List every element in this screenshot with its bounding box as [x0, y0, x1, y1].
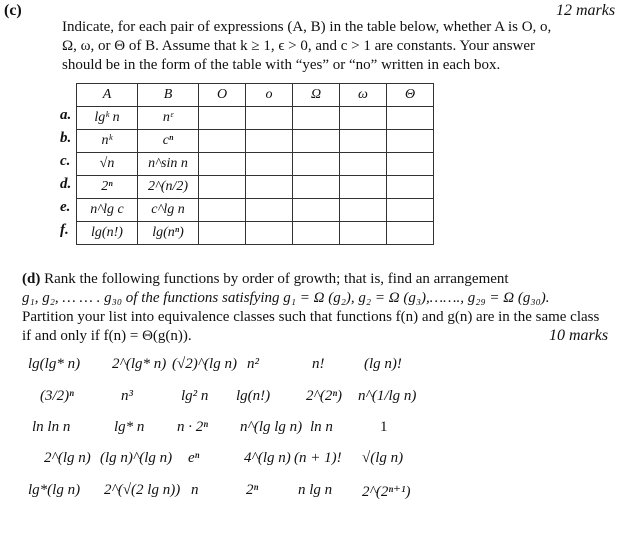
answer-box[interactable]	[293, 130, 340, 153]
answer-box[interactable]	[199, 199, 246, 222]
header-little-omega: ω	[340, 84, 387, 107]
part-c-instruction-3: should be in the form of the table with “yes” or “no” written in each box.	[62, 57, 501, 73]
function-item: (lg n)^(lg n)	[100, 450, 173, 466]
function-item: 2^(lg* n)	[112, 356, 167, 372]
answer-box[interactable]	[246, 107, 293, 130]
function-item: (3/2)ⁿ	[40, 388, 74, 404]
part-d-marks: 10 marks	[549, 327, 609, 344]
answer-box[interactable]	[340, 130, 387, 153]
cell-a: nᵏ	[77, 130, 138, 153]
function-item: n³	[121, 388, 133, 404]
function-item: lg*(lg n)	[28, 482, 81, 498]
row-label-d: d.	[60, 176, 72, 192]
part-d-line-1	[22, 270, 509, 289]
answer-box[interactable]	[387, 176, 434, 199]
function-item: (lg n)!	[364, 356, 402, 372]
row-label-f: f.	[60, 222, 69, 238]
function-item: ln ln n	[32, 419, 71, 435]
function-item: n lg n	[298, 482, 333, 498]
part-c-marks: 12 marks	[556, 2, 616, 19]
answer-box[interactable]	[387, 222, 434, 245]
function-item: 2ⁿ	[246, 482, 259, 498]
answer-box[interactable]	[293, 107, 340, 130]
answer-box[interactable]	[246, 130, 293, 153]
table-row	[77, 153, 434, 176]
answer-box[interactable]	[293, 199, 340, 222]
function-item: 1	[380, 419, 388, 435]
cell-b: c^lg n	[138, 199, 199, 222]
part-c-label: (c)	[4, 2, 22, 19]
header-a: A	[77, 84, 138, 107]
function-item: lg(lg* n)	[28, 356, 81, 372]
part-c-instruction-2: Ω, ω, or Θ of B. Assume that k ≥ 1, ϵ > 0, and c > 1 are constants. Your answer	[62, 38, 536, 54]
table-header-row	[77, 84, 434, 107]
function-item: n	[191, 482, 199, 498]
row-label-e: e.	[60, 199, 71, 215]
cell-b: lg(nⁿ)	[138, 222, 199, 245]
table-row	[77, 107, 434, 130]
cell-a: 2ⁿ	[77, 176, 138, 199]
answer-box[interactable]	[387, 199, 434, 222]
cell-b: n^sin n	[138, 153, 199, 176]
cell-b: nᵋ	[138, 107, 199, 130]
function-item: lg(n!)	[236, 388, 271, 404]
row-label-c: c.	[60, 153, 71, 169]
cell-a: n^lg c	[77, 199, 138, 222]
part-d-line-3: Partition your list into equivalence classes such that functions f(n) and g(n) are in the same class	[22, 309, 600, 325]
answer-box[interactable]	[199, 153, 246, 176]
answer-box[interactable]	[387, 130, 434, 153]
part-d-line-2: g₁, g₂, … … . g₃₀ of the functions satisfying g₁ = Ω (g₂), g₂ = Ω (g₃),……., g₂₉ = Ω (g₃₀).	[22, 290, 550, 306]
cell-a: √n	[77, 153, 138, 176]
function-item: n^(1/lg n)	[358, 388, 417, 404]
function-item: ln n	[310, 419, 333, 435]
answer-box[interactable]	[199, 130, 246, 153]
header-b: B	[138, 84, 199, 107]
function-item: n^(lg lg n)	[240, 419, 303, 435]
table-row	[77, 130, 434, 153]
answer-box[interactable]	[340, 222, 387, 245]
function-item: n!	[312, 356, 325, 372]
cell-b: cⁿ	[138, 130, 199, 153]
table-row	[77, 199, 434, 222]
function-item: 2^(lg n)	[44, 450, 91, 466]
answer-box[interactable]	[340, 153, 387, 176]
cell-b: 2^(n/2)	[138, 176, 199, 199]
cell-a: lg(n!)	[77, 222, 138, 245]
answer-box[interactable]	[340, 107, 387, 130]
answer-box[interactable]	[199, 222, 246, 245]
cell-a: lgᵏ n	[77, 107, 138, 130]
part-d-intro: Rank the following functions by order of growth; that is, find an arrangement	[44, 271, 509, 287]
answer-box[interactable]	[246, 176, 293, 199]
function-item: n²	[247, 356, 259, 372]
row-label-a: a.	[60, 107, 72, 123]
answer-box[interactable]	[387, 153, 434, 176]
function-item: lg² n	[181, 388, 209, 404]
function-item: n · 2ⁿ	[177, 419, 208, 435]
function-item: 2^(2ⁿ⁺¹)	[362, 484, 411, 500]
answer-box[interactable]	[246, 153, 293, 176]
table-row	[77, 176, 434, 199]
answer-box[interactable]	[199, 176, 246, 199]
function-item: (n + 1)!	[294, 450, 342, 466]
header-big-omega: Ω	[293, 84, 340, 107]
part-c-instruction-1: Indicate, for each pair of expressions (A, B) in the table below, whether A is O, o,	[62, 19, 552, 35]
function-item: lg* n	[114, 419, 145, 435]
function-item: √(lg n)	[362, 450, 404, 466]
answer-box[interactable]	[340, 176, 387, 199]
function-item: eⁿ	[188, 450, 200, 466]
answer-box[interactable]	[293, 153, 340, 176]
function-item: 2^(√(2 lg n))	[104, 482, 181, 498]
function-item: 2^(2ⁿ)	[306, 388, 343, 404]
answer-box[interactable]	[246, 222, 293, 245]
header-big-o: O	[199, 84, 246, 107]
growth-comparison-table	[76, 83, 434, 245]
part-d-label: (d)	[22, 271, 41, 287]
answer-box[interactable]	[293, 176, 340, 199]
table-row	[77, 222, 434, 245]
answer-box[interactable]	[340, 199, 387, 222]
answer-box[interactable]	[246, 199, 293, 222]
answer-box[interactable]	[387, 107, 434, 130]
row-label-b: b.	[60, 130, 72, 146]
function-item: 4^(lg n)	[244, 450, 291, 466]
part-d-line-4: if and only if f(n) = Θ(g(n)).	[22, 328, 192, 344]
answer-box[interactable]	[293, 222, 340, 245]
header-theta: Θ	[387, 84, 434, 107]
function-item: (√2)^(lg n)	[172, 356, 237, 372]
answer-box[interactable]	[199, 107, 246, 130]
header-little-o: o	[246, 84, 293, 107]
